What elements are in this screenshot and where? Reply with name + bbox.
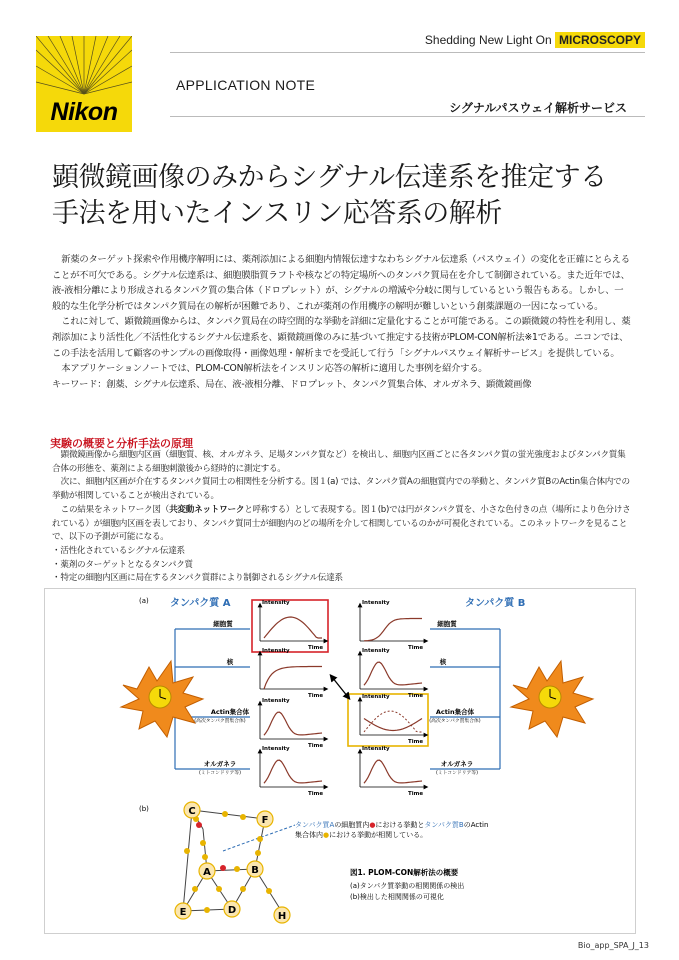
label-a: (a) xyxy=(139,597,149,605)
graph-intensity-label: Intensity xyxy=(362,648,390,654)
note-actin: のActin xyxy=(463,821,489,829)
section-text xyxy=(52,449,632,586)
network-note-line-2: 集合体内●における挙動が相関している。 xyxy=(295,831,428,839)
graph-time-label: Time xyxy=(408,645,424,651)
graph-time-label: Time xyxy=(408,739,424,745)
graph-curve-dashed xyxy=(364,711,422,732)
figure-1 xyxy=(44,588,636,934)
node-b-label: B xyxy=(251,865,259,876)
section-paragraph-1: 顕微鏡画像から細胞内区画（細胞質、核、オルガネラ、足場タンパク質など）を検出し、細胞内区画ごとに各タンパク質の蛍光強度およびタンパク質集合体の形態を、薬剤による細胞刺激後から経時的に測定する。 xyxy=(52,450,626,474)
note-behavior: における挙動と xyxy=(375,821,425,829)
left-sub-organelle: (ミトコンドリア等) xyxy=(199,771,241,776)
logo-text: Nikon xyxy=(50,98,118,126)
figure-svg xyxy=(45,589,635,933)
left-sub-actin: (高次タンパク質集合体) xyxy=(194,719,246,724)
network-note-line-1: タンパク質Aの細胞質内●における挙動とタンパク質BのActin xyxy=(295,821,489,829)
tagline-highlight: MICROSCOPY xyxy=(555,32,645,48)
mini-graph xyxy=(360,694,426,745)
header-divider-2 xyxy=(170,116,645,117)
caption-title: 図1. PLOM-CON解析法の概要 xyxy=(350,868,459,877)
graph-intensity-label: Intensity xyxy=(262,648,290,654)
caption-a: (a)タンパク質挙動の相関関係の検出 xyxy=(350,882,465,890)
left-label-actin: Actin集合体 xyxy=(210,708,250,716)
mini-graph xyxy=(260,698,326,749)
intro-text xyxy=(52,252,632,392)
graph-curve xyxy=(264,617,322,638)
mini-graph xyxy=(360,648,426,699)
note-protein-a: タンパク質A xyxy=(295,821,335,829)
header-divider xyxy=(170,52,645,53)
right-sub-organelle: (ミトコンドリア等) xyxy=(436,771,478,776)
correlation-arrow xyxy=(332,677,348,697)
cell-a-icon xyxy=(121,661,203,737)
right-label-actin: Actin集合体 xyxy=(435,708,475,716)
graph-intensity-label: Intensity xyxy=(362,600,390,606)
note-correlated: における挙動が相関している。 xyxy=(329,831,428,839)
network-nodes xyxy=(175,802,290,923)
mini-graph xyxy=(260,746,326,797)
cell-b-icon xyxy=(511,661,593,737)
tagline xyxy=(425,33,645,47)
graph-time-label: Time xyxy=(408,693,424,699)
label-b: (b) xyxy=(139,805,149,813)
note-cyto: の細胞質内 xyxy=(334,821,370,829)
app-note-label: APPLICATION NOTE xyxy=(176,77,316,93)
title-line-2: 手法を用いたインスリン応答系の解析 xyxy=(52,198,502,229)
p3-bold: 共変動ネットワーク xyxy=(169,504,245,515)
section-paragraph-2: 次に、細胞内区画が介在するタンパク質同士の相関性を分析する。図１(a) では、タンパク質Aの細胞質内での挙動と、タンパク質BのActin集合体内での挙動が相関していることが検出されている。 xyxy=(52,477,630,502)
p3-pre: この結果をネットワーク図（ xyxy=(60,504,170,515)
nikon-logo xyxy=(36,36,132,132)
graph-curve xyxy=(264,667,322,690)
bullet-2: ・薬剤のターゲットとなるタンパク質 xyxy=(52,559,193,570)
p3-post: と呼称する）として表現する。図１(b)では円がタンパク質を、小さな色付きの点（場所により色分けされている）が細胞内区画を表しており、タンパク質同士が細胞内のどの場所を介して相関しているのかが可視化されている。このネットワークを見ることで、以下の予測が可能になる。 xyxy=(52,504,631,543)
protein-b-title: タンパク質 B xyxy=(465,598,526,609)
note-aggregate: 集合体内 xyxy=(295,831,323,839)
graph-curve xyxy=(364,662,422,685)
section-paragraph-3 xyxy=(52,504,632,545)
mini-graph xyxy=(360,600,426,651)
mini-graph xyxy=(260,600,326,651)
graph-intensity-label: Intensity xyxy=(362,694,390,700)
right-bracket xyxy=(430,629,500,769)
graph-intensity-label: Intensity xyxy=(262,600,290,606)
page-title xyxy=(52,160,652,232)
graph-time-label: Time xyxy=(308,645,324,651)
node-f-label: F xyxy=(261,815,269,826)
graph-intensity-label: Intensity xyxy=(362,746,390,752)
graph-time-label: Time xyxy=(308,693,324,699)
footer-code: Bio_app_SPA_J_13 xyxy=(577,941,649,950)
mini-graphs xyxy=(260,600,426,797)
right-sub-actin: (高次タンパク質集合体) xyxy=(429,719,481,724)
right-label-cytoplasm: 細胞質 xyxy=(437,620,457,628)
mini-graph xyxy=(360,746,426,797)
graph-intensity-label: Intensity xyxy=(262,698,290,704)
right-label-organelle: オルガネラ xyxy=(440,760,474,768)
graph-curve xyxy=(364,760,422,783)
right-label-nucleus: 核 xyxy=(439,658,447,666)
node-a-label: A xyxy=(203,867,211,878)
service-name: シグナルパスウェイ解析サービス xyxy=(449,101,627,115)
node-d-label: D xyxy=(227,905,237,916)
left-label-cytoplasm: 細胞質 xyxy=(213,620,233,628)
keywords: キーワード：創薬、シグナル伝達系、局在、液-液相分離、ドロプレット、タンパク質集合体、オルガネラ、顕微鏡画像 xyxy=(52,378,532,390)
title-line-1: 顕微鏡画像のみからシグナル伝達系を推定する xyxy=(52,162,607,193)
intro-paragraph-2: これに対して、顕微鏡画像からは、タンパク質局在の時空間的な挙動を詳細に定量化することが可能である。この顕微鏡の特性を利用し、薬剤添加により活性化／不活性化するシグナル伝達系を、顕微鏡画像のみに基づいて推定する技術がPLOM-CON解析法※1である。ニコンでは、この手法を活用して顧客のサンプルの画像取得・画像処理・解析までを受託して行う「シグナルパスウェイ解析サービス」を提供している。 xyxy=(52,316,631,359)
graph-intensity-label: Intensity xyxy=(262,746,290,752)
intro-paragraph-3: 本アプリケーションノートでは、PLOM-CON解析法をインスリン応答の解析に適用した事例を紹介する。 xyxy=(61,363,488,375)
node-c-label: C xyxy=(188,806,196,817)
node-e-label: E xyxy=(179,907,187,918)
graph-curve xyxy=(364,719,422,731)
caption-b: (b)検出した相関関係の可視化 xyxy=(350,893,444,901)
graph-time-label: Time xyxy=(308,791,324,797)
bullet-3: ・特定の細胞内区画に局在するタンパク質群により制御されるシグナル伝達系 xyxy=(52,573,343,584)
graph-curve xyxy=(264,760,322,783)
mini-graph xyxy=(260,648,326,699)
note-protein-b: タンパク質B xyxy=(424,821,464,829)
graph-time-label: Time xyxy=(308,743,324,749)
left-label-organelle: オルガネラ xyxy=(203,760,237,768)
intro-paragraph-1: 新薬のターゲット探索や作用機序解明には、薬剤添加による細胞内情報伝達すなわちシグナル伝達系（パスウェイ）の変化を正確にとらえることが不可欠である。シグナル伝達系は、細胞膜脂質ラフトや核などの特定場所へのタンパク質局在を介して制御されている。また近年では、液-液相分離により形成されるタンパク質の集合体（ドロプレット）が、シグナルの増減や分岐に関与しているという報告もある。しかし、一般的な生化学分析ではタンパク質局在の解析が困難であり、これが薬剤の作用機序の解明が難しいという創薬課題の一因になっている。 xyxy=(52,254,630,312)
tagline-text: Shedding New Light On xyxy=(424,33,552,47)
graph-curve xyxy=(364,619,422,641)
graph-curve xyxy=(264,712,322,735)
bullet-1: ・活性化されているシグナル伝達系 xyxy=(52,545,185,556)
node-h-label: H xyxy=(277,911,287,922)
protein-a-title: タンパク質 A xyxy=(170,598,231,609)
graph-time-label: Time xyxy=(408,791,424,797)
section-heading: 実験の概要と分析手法の原理 xyxy=(50,437,193,450)
left-label-nucleus: 核 xyxy=(226,658,234,666)
